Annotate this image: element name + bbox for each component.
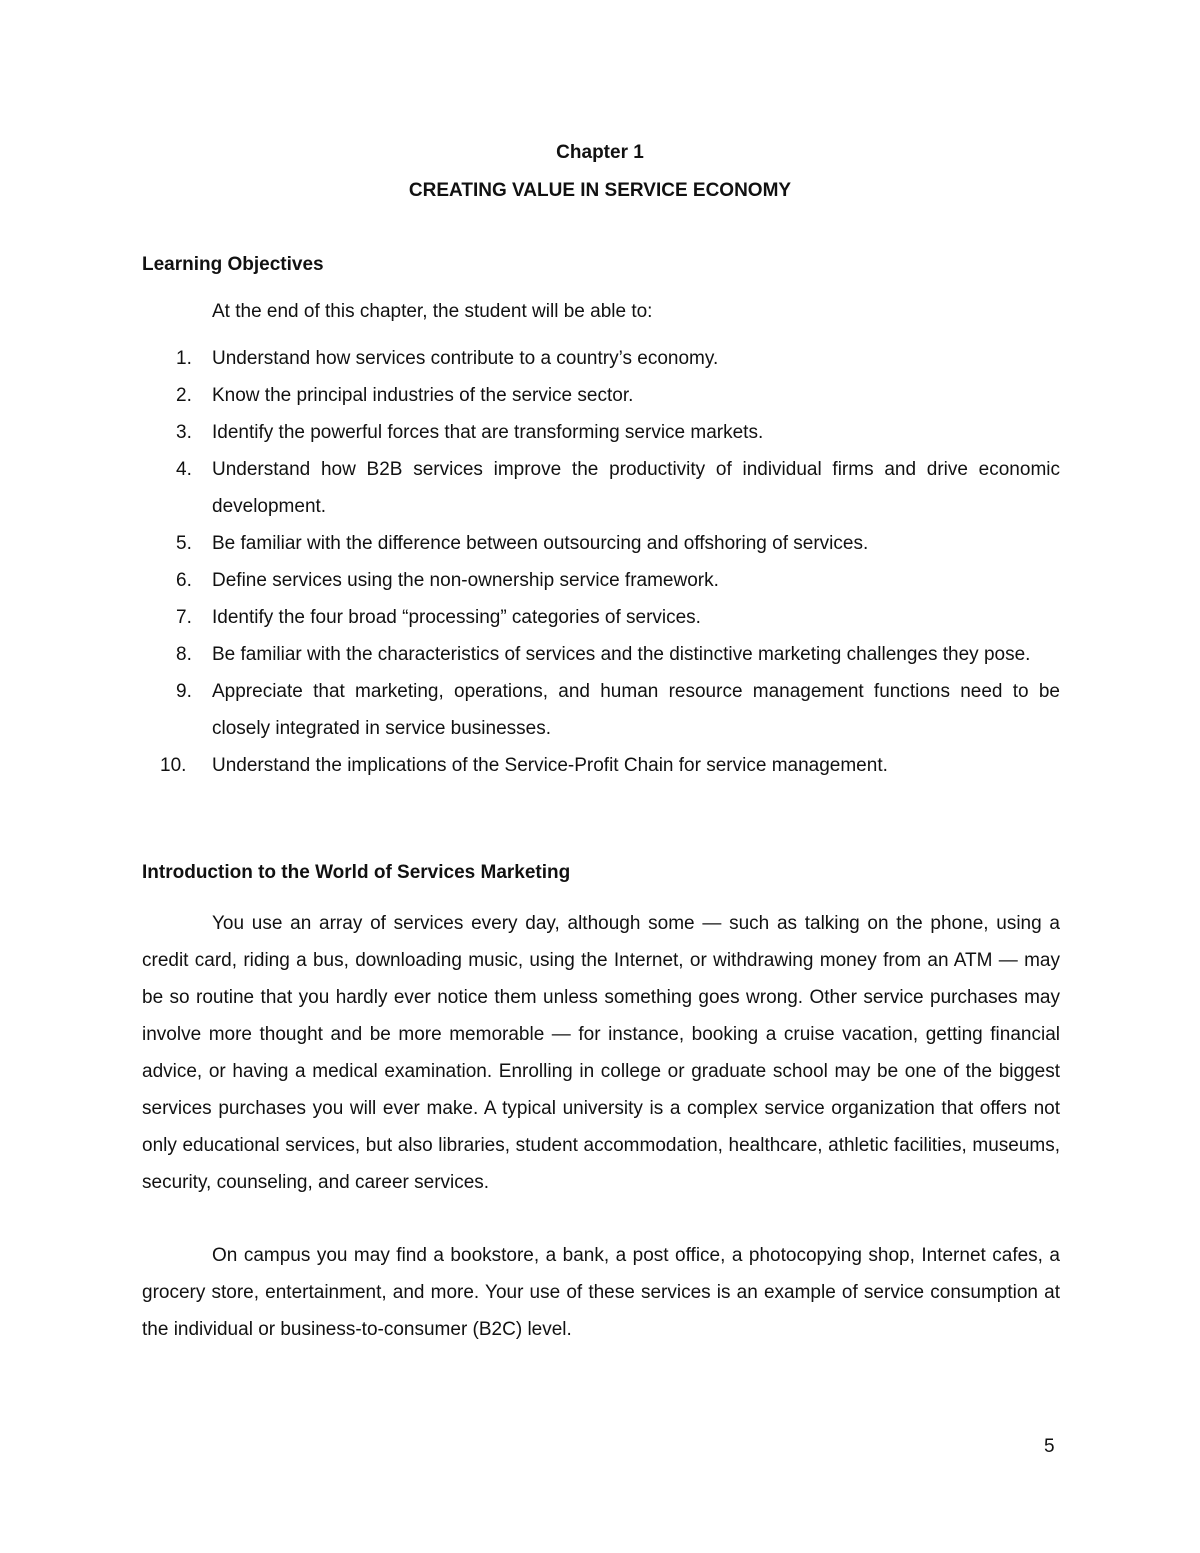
objective-number: 5.	[176, 533, 192, 554]
objective-number: 4.	[176, 459, 192, 480]
objective-item	[142, 414, 1060, 451]
objective-number: 1.	[176, 348, 192, 369]
objective-text: Be familiar with the characteristics of services and the distinctive marketing challenges they pose.	[212, 644, 1031, 665]
objective-text: Understand how B2B services improve the productivity of individual firms and drive economic development.	[212, 459, 1060, 517]
learning-objectives-intro: At the end of this chapter, the student will be able to:	[212, 301, 653, 322]
objective-text: Appreciate that marketing, operations, and human resource management functions need to be closely integrated in service businesses.	[212, 681, 1060, 739]
objective-number: 7.	[176, 607, 192, 628]
objective-number: 2.	[176, 385, 192, 406]
objective-text: Identify the four broad “processing” categories of services.	[212, 607, 701, 628]
objective-number: 10.	[160, 755, 187, 776]
objective-number: 3.	[176, 422, 192, 443]
objective-text: Be familiar with the difference between outsourcing and offshoring of services.	[212, 533, 869, 554]
introduction-heading: Introduction to the World of Services Marketing	[142, 862, 571, 883]
objective-item	[142, 673, 1060, 747]
page-number: 5	[1044, 1436, 1055, 1457]
objective-item	[142, 340, 1060, 377]
objective-number: 8.	[176, 644, 192, 665]
objectives-list	[142, 340, 1060, 784]
objective-item	[142, 451, 1060, 525]
objective-text: Understand the implications of the Service-Profit Chain for service management.	[212, 755, 888, 776]
introduction-paragraph: On campus you may find a bookstore, a bank, a post office, a photocopying shop, Internet cafes, a grocery store, entertainment, and more. Your use of these services is an example of service consumption at the individual or business-to-consumer (B2C) level.	[142, 1245, 1060, 1340]
chapter-label: Chapter 1	[556, 142, 644, 163]
objective-item	[142, 562, 1060, 599]
objective-item	[142, 377, 1060, 414]
objective-item	[142, 525, 1060, 562]
chapter-title: CREATING VALUE IN SERVICE ECONOMY	[408, 180, 792, 201]
objective-item	[142, 636, 1060, 673]
objective-item	[142, 747, 1060, 784]
learning-objectives-heading: Learning Objectives	[142, 254, 324, 275]
objective-number: 9.	[176, 681, 192, 702]
objective-text: Define services using the non-ownership service framework.	[212, 570, 719, 591]
introduction-paragraph: You use an array of services every day, although some — such as talking on the phone, using a credit card, riding a bus, downloading music, using the Internet, or withdrawing money from an ATM — may be so routine that you hardly ever notice them unless something goes wrong. Other service purchases may involve more thought and be more memorable — for instance, booking a cruise vacation, getting financial advice, or having a medical examination. Enrolling in college or graduate school may be one of the biggest services purchases you will ever make. A typical university is a complex service organization that offers not only educational services, but also libraries, student accommodation, healthcare, athletic facilities, museums, security, counseling, and career services.	[142, 913, 1060, 1193]
objective-number: 6.	[176, 570, 192, 591]
objective-item	[142, 599, 1060, 636]
objective-text: Identify the powerful forces that are transforming service markets.	[212, 422, 764, 443]
objective-text: Understand how services contribute to a country’s economy.	[212, 348, 719, 369]
objective-text: Know the principal industries of the service sector.	[212, 385, 634, 406]
